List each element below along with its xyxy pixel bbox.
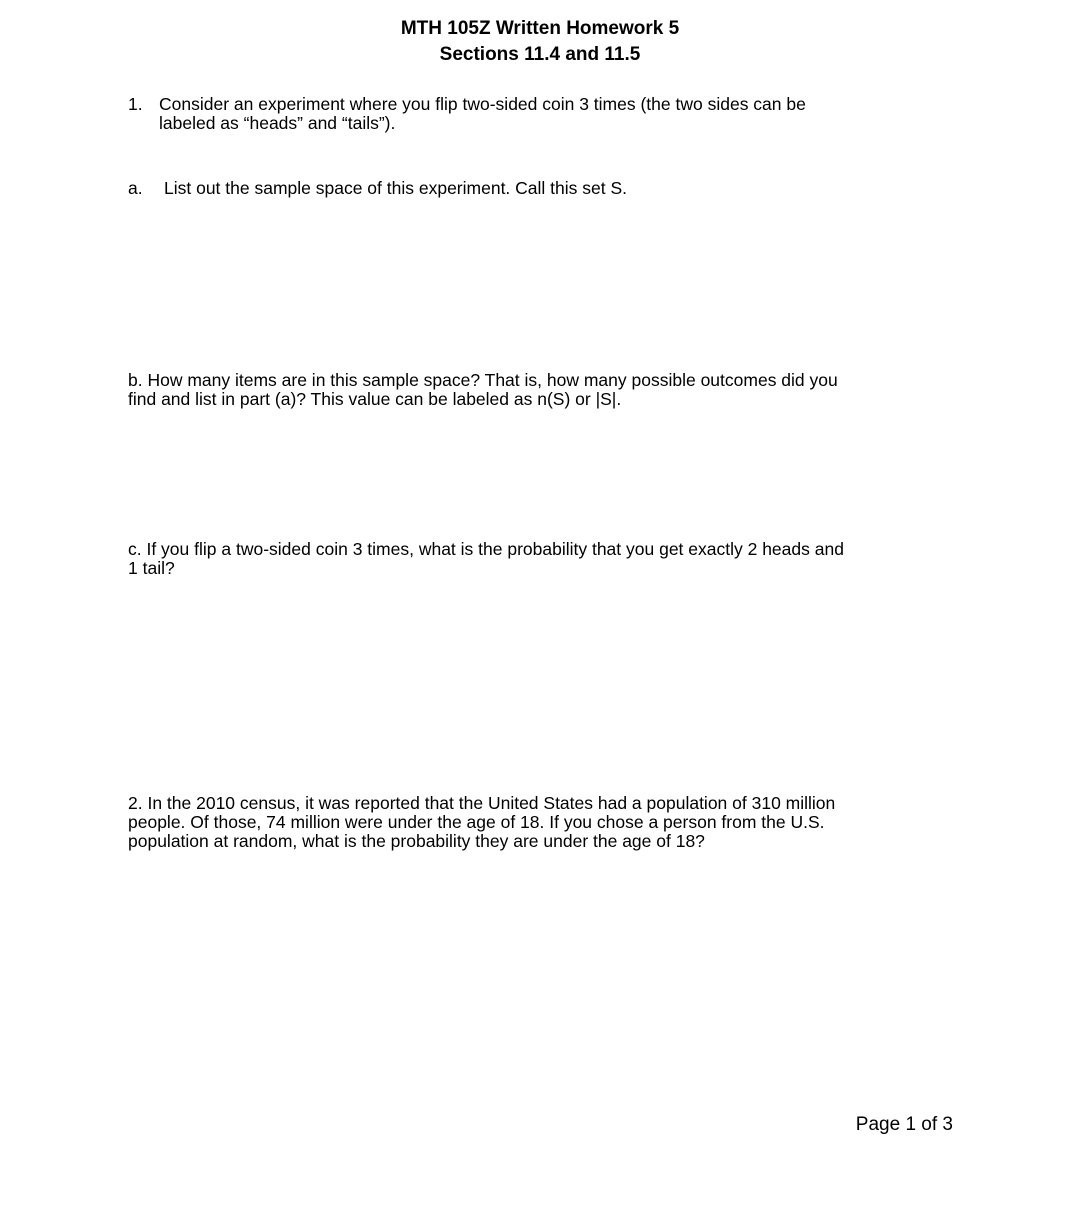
question-1b-line-1: b. How many items are in this sample space? That is, how many possible outcomes did you bbox=[128, 370, 838, 390]
question-1-line-2: labeled as “heads” and “tails”). bbox=[159, 113, 396, 133]
question-1-line-1: Consider an experiment where you flip two-sided coin 3 times (the two sides can be bbox=[159, 94, 806, 114]
question-1a-text: List out the sample space of this experiment. Call this set S. bbox=[164, 178, 627, 198]
page-number: Page 1 of 3 bbox=[855, 1114, 953, 1135]
document-title: MTH 105Z Written Homework 5 bbox=[400, 18, 680, 39]
question-1c-line-1: c. If you flip a two-sided coin 3 times, what is the probability that you get exactly 2 heads and bbox=[128, 539, 844, 559]
question-2-line-1: 2. In the 2010 census, it was reported that the United States had a population of 310 million bbox=[128, 793, 836, 813]
question-1b-line-2: find and list in part (a)? This value can be labeled as n(S) or |S|. bbox=[128, 389, 622, 409]
document-subtitle: Sections 11.4 and 11.5 bbox=[439, 44, 641, 65]
question-2-line-3: population at random, what is the probability they are under the age of 18? bbox=[128, 831, 705, 851]
question-1a-label: a. bbox=[128, 178, 143, 198]
question-1c-line-2: 1 tail? bbox=[128, 558, 175, 578]
question-2-line-2: people. Of those, 74 million were under the age of 18. If you chose a person from the U.S. bbox=[128, 812, 825, 832]
question-1-number: 1. bbox=[128, 94, 143, 114]
